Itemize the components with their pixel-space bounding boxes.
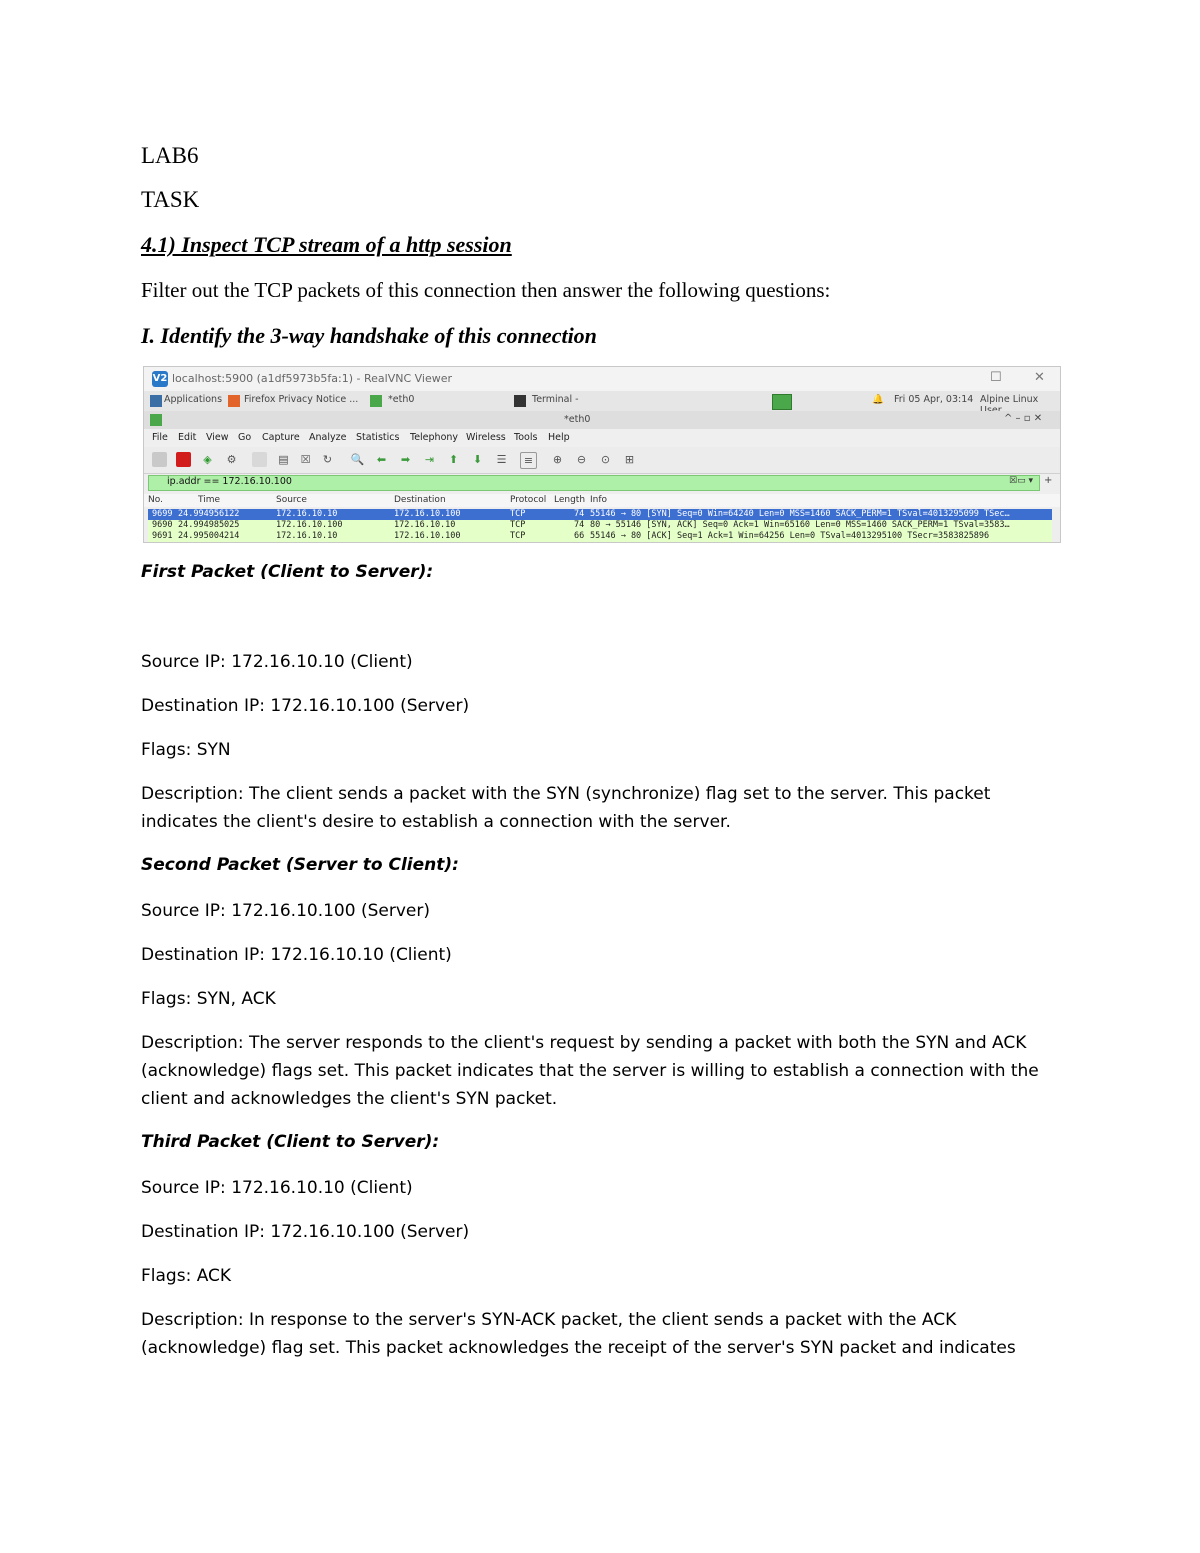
cell-destination: 172.16.10.100	[394, 509, 461, 519]
cell-source: 172.16.10.100	[276, 520, 343, 530]
zoom-in-icon[interactable]: ⊕	[552, 453, 563, 466]
packet1-flags: Flags: SYN	[141, 740, 231, 760]
menu-capture[interactable]: Capture	[262, 432, 300, 443]
packet2-destination: Destination IP: 172.16.10.10 (Client)	[141, 945, 452, 965]
menu-telephony[interactable]: Telephony	[410, 432, 459, 443]
cell-time: 24.995004214	[178, 531, 240, 541]
firefox-icon	[228, 395, 240, 407]
cell-info: 55146 → 80 [ACK] Seq=1 Ack=1 Win=64256 Len=0 TSval=4013295100 TSecr=3583825896	[590, 531, 990, 541]
capture-options-icon[interactable]: ⚙	[226, 453, 237, 466]
packet2-source: Source IP: 172.16.10.100 (Server)	[141, 901, 430, 921]
first-packet-icon[interactable]: ⬆	[448, 453, 459, 466]
zoom-out-icon[interactable]: ⊖	[576, 453, 587, 466]
instruction-text: Filter out the TCP packets of this connection then answer the following questions:	[141, 278, 831, 302]
go-back-icon[interactable]: ⬅	[376, 453, 387, 466]
window-controls-icon[interactable]: ^ – ▫ ✕	[1004, 413, 1043, 424]
restart-capture-icon[interactable]: ◈	[203, 453, 212, 466]
cell-no: 9691	[152, 531, 173, 541]
taskbar-user: Alpine Linux	[980, 394, 1039, 405]
wireshark-screenshot	[143, 366, 1061, 543]
wireshark-titlebar	[144, 411, 1060, 429]
col-destination[interactable]: Destination	[394, 495, 446, 505]
cell-protocol: TCP	[510, 531, 526, 541]
cell-no: 9690	[152, 520, 173, 530]
packet1-source: Source IP: 172.16.10.10 (Client)	[141, 652, 413, 672]
col-length[interactable]: Length	[554, 495, 586, 505]
terminal-icon	[514, 395, 526, 407]
cell-source: 172.16.10.10	[276, 531, 338, 541]
wireshark-icon	[370, 395, 382, 407]
reload-icon[interactable]: ↻	[322, 453, 333, 466]
taskbar-eth0[interactable]: *eth0	[388, 394, 415, 405]
packet1-description: Description: The client sends a packet with the SYN (synchronize) flag set to the server. This packet indicates the client's desire to establish a connection with the server.	[141, 784, 991, 832]
packet3-destination: Destination IP: 172.16.10.100 (Server)	[141, 1222, 470, 1242]
cell-no: 9699	[152, 509, 173, 519]
packet3-description: Description: In response to the server's SYN-ACK packet, the client sends a packet with the ACK (acknowledge) flag set. This packet acknowledges the receipt of the server's SYN packet and indicates	[141, 1310, 1016, 1358]
question-heading: I. Identify the 3-way handshake of this connection	[141, 323, 597, 348]
cell-protocol: TCP	[510, 520, 526, 530]
vnc-title-text: localhost:5900 (a1df5973b5fa:1) - RealVNC Viewer	[172, 372, 453, 385]
display-filter-input[interactable]: ip.addr == 172.16.10.100	[167, 476, 292, 487]
cell-info: 80 → 55146 [SYN, ACK] Seq=0 Ack=1 Win=65160 Len=0 MSS=1460 SACK_PERM=1 TSval=3583…	[590, 520, 1010, 530]
display-filter-bar[interactable]	[148, 475, 1040, 491]
packet-row[interactable]	[148, 531, 1052, 542]
go-to-packet-icon[interactable]: ⇥	[424, 453, 435, 466]
doc-title: LAB6	[141, 143, 199, 168]
cell-destination: 172.16.10.10	[394, 520, 456, 530]
menu-go[interactable]: Go	[238, 432, 252, 443]
find-packet-icon[interactable]: 🔍	[350, 453, 365, 466]
doc-task: TASK	[141, 187, 200, 212]
cell-time: 24.994956122	[178, 509, 240, 519]
resize-columns-icon[interactable]: ⊞	[624, 453, 635, 466]
save-file-icon[interactable]: ▤	[278, 453, 289, 466]
packet3-source: Source IP: 172.16.10.10 (Client)	[141, 1178, 413, 1198]
stop-capture-icon[interactable]	[176, 452, 191, 467]
packet1-destination: Destination IP: 172.16.10.100 (Server)	[141, 696, 470, 716]
go-forward-icon[interactable]: ➡	[400, 453, 411, 466]
last-packet-icon[interactable]: ⬇	[472, 453, 483, 466]
col-time[interactable]: Time	[198, 495, 221, 505]
cell-length: 74	[574, 520, 585, 530]
applications-menu-icon	[150, 395, 162, 407]
add-filter-icon[interactable]: +	[1044, 475, 1053, 486]
menu-analyze[interactable]: Analyze	[309, 432, 347, 443]
packet-list-header	[144, 494, 1060, 507]
autoscroll-icon[interactable]: ☰	[496, 453, 507, 466]
normal-size-icon[interactable]: ⊙	[600, 453, 611, 466]
col-info[interactable]: Info	[590, 495, 608, 505]
menu-statistics[interactable]: Statistics	[356, 432, 400, 443]
packet2-description: Description: The server responds to the client's request by sending a packet with both the SYN and ACK (acknowledge) flags set. This packet indicates that the server is willing to establish a connection with the client and acknowledges the client's SYN packet.	[141, 1033, 1039, 1109]
menu-wireless[interactable]: Wireless	[466, 432, 506, 443]
packet2-heading: Second Packet (Server to Client):	[141, 855, 459, 875]
realvnc-logo-icon: V2	[152, 371, 168, 387]
packet3-flags: Flags: ACK	[141, 1266, 232, 1286]
wireshark-toolbar	[144, 447, 1060, 474]
maximize-icon[interactable]: ☐	[990, 370, 1002, 385]
menu-help[interactable]: Help	[548, 432, 570, 443]
cell-source: 172.16.10.10	[276, 509, 338, 519]
col-no[interactable]: No.	[148, 495, 163, 505]
col-source[interactable]: Source	[276, 495, 307, 505]
packet-row[interactable]	[148, 509, 1052, 520]
cell-info: 55146 → 80 [SYN] Seq=0 Win=64240 Len=0 MSS=1460 SACK_PERM=1 TSval=4013295099 TSec…	[590, 509, 1010, 519]
taskbar-clock: Fri 05 Apr, 03:14	[894, 394, 974, 405]
menu-edit[interactable]: Edit	[178, 432, 197, 443]
packet-row[interactable]	[148, 520, 1052, 531]
wireshark-tray-icon[interactable]	[772, 394, 792, 410]
cell-destination: 172.16.10.100	[394, 531, 461, 541]
close-file-icon[interactable]: ☒	[300, 453, 311, 466]
menu-view[interactable]: View	[206, 432, 229, 443]
wireshark-title-text: *eth0	[564, 414, 591, 425]
taskbar-terminal[interactable]: Terminal -	[532, 394, 579, 405]
close-icon[interactable]: ✕	[1034, 370, 1045, 385]
col-protocol[interactable]: Protocol	[510, 495, 547, 505]
menu-file[interactable]: File	[152, 432, 168, 443]
filter-clear-icon[interactable]: ☒▭ ▾	[1009, 476, 1033, 486]
cell-time: 24.994985025	[178, 520, 240, 530]
wireshark-menubar	[144, 429, 1060, 447]
packet3-heading: Third Packet (Client to Server):	[141, 1132, 440, 1152]
packet2-flags: Flags: SYN, ACK	[141, 989, 276, 1009]
bell-icon: 🔔	[872, 394, 884, 405]
cell-length: 74	[574, 509, 585, 519]
taskbar-applications[interactable]: Applications	[164, 394, 223, 405]
wireshark-fin-icon	[150, 414, 162, 426]
packet1-heading: First Packet (Client to Server):	[141, 562, 434, 582]
desktop-taskbar	[144, 391, 1060, 412]
taskbar-firefox[interactable]: Firefox Privacy Notice ...	[244, 394, 359, 405]
menu-tools[interactable]: Tools	[514, 432, 538, 443]
cell-length: 66	[574, 531, 585, 541]
vnc-titlebar	[144, 367, 1060, 391]
start-capture-icon[interactable]	[152, 452, 167, 467]
colorize-icon[interactable]: ≡	[520, 452, 537, 469]
open-file-icon[interactable]	[252, 452, 267, 467]
section-heading: 4.1) Inspect TCP stream of a http session	[141, 232, 512, 257]
cell-protocol: TCP	[510, 509, 526, 519]
